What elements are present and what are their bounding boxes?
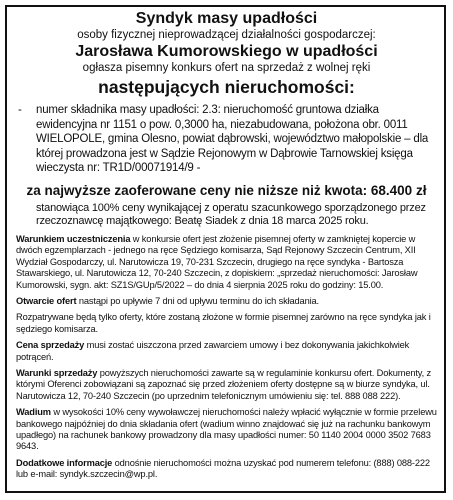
opening-label: Otwarcie ofert [16,296,77,306]
terms-paragraph [16,368,437,402]
terms-text: powyższych nieruchomości zawarte są w regulaminie konkursu ofert. Dokumenty, z którymi Oferenci zobowiązani są zapoznać się przed złożeniem oferty dostępne są w biurze syndyka, ul. Narutowicza 12, 70-240 Szczecin (po uprzednim telefonicznym umówieniu się: tel. 888 088 222). [16,368,431,401]
price-line: za najwyższe zaoferowane ceny nie niższe niż kwota: 68.400 zł [26,182,427,198]
participation-text: w konkursie ofert jest złożenie pisemnej oferty w zamkniętej kopercie w dwóch egzemplarzach - jednego na ręce Sędziego komisarza, Sąd Rejonowy Szczecin Centrum, XII Wydział Gospodarczy, ul. Narutowicza 19, 70-231 Szczecin, drugiego na ręce syndyka - Bartosza Stawarskiego, ul. Narutowicza 12, 70-240 Szczecin, z dopiskiem: „sprzedaż nieruchomości: Jarosław Kumorowski, sygn. akt: SZ1S/GUp/5/2022 – do dnia 4 sierpnia 2025 roku do godziny: 15.00. [16,233,418,290]
deposit-paragraph [16,407,437,453]
info-text: odnośnie nieruchomości można uzyskać pod numerem telefonu: (888) 088-222 lub e-mail: syndyk.szczecin@wp.pl. [16,457,430,480]
considered-paragraph: Rozpatrywane będą tylko oferty, które zostaną złożone w formie pisemnej zarówno na ręce syndyka jak i sędziego komisarza. [16,312,431,334]
deposit-label: Wadium [16,407,51,418]
subtitle: osoby fizycznej nieprowadzącej działalności gospodarczej: [77,29,376,41]
announce-line: ogłasza pisemny konkurs ofert na sprzedaż z wolnej ręki [82,62,371,74]
price-text: musi zostać uiszczona przed zawarciem umowy i bez dokonywania jakichkolwiek potrąceń. [16,340,410,362]
properties-heading: następujących nieruchomości: [98,77,355,97]
property-item [16,103,437,176]
participation-paragraph [16,234,437,291]
terms-label: Warunki sprzedaży [16,368,98,379]
announcement-content [16,9,437,481]
price-paragraph [16,340,437,363]
list-dash: - [18,104,22,116]
bankrupt-name: Jarosława Kumorowskiego w upadłości [75,43,378,60]
opening-text: nastąpi po upływie 7 dni od upływu terminu do ich składania. [76,296,319,306]
info-label: Dodatkowe informacje [16,457,113,468]
valuation-line: stanowiąca 100% ceny wynikającej z operatu szacunkowego sporządzonego przez rzeczoznawcę majątkowego: Beatę Siadek z dnia 18 marca 2025 roku. [36,201,426,228]
info-paragraph [16,458,437,481]
title: Syndyk masy upadłości [135,10,318,27]
deposit-text: w wysokości 10% ceny wywoławczej nieruchomości należy wpłacić wyłącznie w formie przelewu bankowego najpóźniej do dnia składania ofert (wadium winno znajdować się już na rachunku bankowym upadłego) na rachunek bankowy prowadzony dla masy upadłości numer: 50 1140 2004 0000 3502 7683 9643. [16,407,437,452]
participation-label: Warunkiem uczestniczenia [16,233,131,244]
property-description: numer składnika masy upadłości: 2.3: nieruchomość gruntowa działka ewidencyjna nr 1151 o pow. 0,3000 ha, niezabudowana, położona obr. 0011 WIELOPOLE, gmina Olesno, powiat dąbrowski, województwo małopolskie – dla której prowadzona jest w Sądzie Rejonowym w Dąbrowie Tarnowskiej księga wieczysta nr: TR1D/00071914/9 - [36,104,429,175]
opening-paragraph [16,296,437,307]
price-label: Cena sprzedaży [16,340,85,351]
